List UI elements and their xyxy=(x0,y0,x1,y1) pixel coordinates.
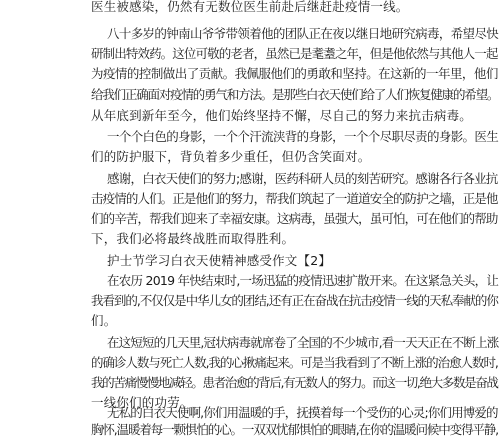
text-line: 从年底到新年至今，他们始终坚持不懈，尽自己的努力来抗击病毒。 xyxy=(91,108,473,123)
text-line: 我的苦痛慢慢地减轻。患者治愈的背后,有无数人的努力。而这一切,绝大多数是奋战 xyxy=(91,375,498,390)
text-line: 胸怀,温暖着每一颗惧怕的心。一双双忧郁惧怕的眼睛,在你的温暖问候中变得平静, xyxy=(91,422,499,437)
text-line: 给我们正确面对疫情的勇气和方法。是那些白衣天使们给了人们恢复健康的希望。 xyxy=(91,87,499,102)
text-line: 研制出特效药。这位可敬的老者，虽然已是耄耋之年，但是他依然与其他人一起 xyxy=(91,46,498,61)
text-line: 击疫情的人们。正是他们的努力，帮我们筑起了一道道安全的防护之墙，正是他 xyxy=(91,191,498,206)
text-line: 们的防护服下，背负着多少重任，但仍含笑面对。 xyxy=(91,149,371,164)
section-heading: 护士节学习白衣天使精神感受作文【2】 xyxy=(107,253,332,268)
text-line: 们。 xyxy=(91,313,117,328)
text-line: 下，我们必将最终战胜而取得胜利。 xyxy=(91,231,295,246)
text-line: 的确诊人数与死亡人数,我的心揪痛起来。可是当我看到了不断上涨的治愈人数时, xyxy=(91,355,498,370)
text-line: 感谢，白衣天使们的努力;感谢，医药科研人员的刻苦研究。感谢各行各业抗 xyxy=(107,171,498,186)
text-line: 们的辛苦，帮我们迎来了幸福安康。这病毒，虽强大，虽可怕，可在他们的帮助 xyxy=(91,211,498,226)
text-line: 在农历 2019 年快结束时,一场迅猛的疫情迅速扩散开来。在这紧急关头，让 xyxy=(107,273,499,288)
text-line: 一个个白色的身影，一个个汗流浃背的身影，一个个尽职尽责的身影。医生 xyxy=(107,129,499,144)
text-line: 八十多岁的钟南山爷爷带领着他的团队正在夜以继日地研究病毒，希望尽快 xyxy=(107,26,499,41)
text-line: 无私的白衣天使啊,你们用温暖的手，抚摸着每一个受伤的心灵;你们用博爱的 xyxy=(107,405,498,420)
text-line: 我看到的,不仅仅是中华儿女的团结,还有正在奋战在抗击疫情一线的天私奉献的你 xyxy=(91,293,498,308)
text-line: 医生被感染，仍然有无数位医生前赴后继赶赴疫情一线。 xyxy=(91,0,409,14)
text-line: 为疫情的控制做出了贡献。我佩服他们的勇敢和坚持。在这新的一年里，他们 xyxy=(91,66,498,81)
text-line: 一线你们的功劳。 xyxy=(91,395,193,410)
text-line: 在这短短的几天里,冠状病毒就席卷了全国的不少城市,看一天天正在不断上涨 xyxy=(107,335,499,350)
